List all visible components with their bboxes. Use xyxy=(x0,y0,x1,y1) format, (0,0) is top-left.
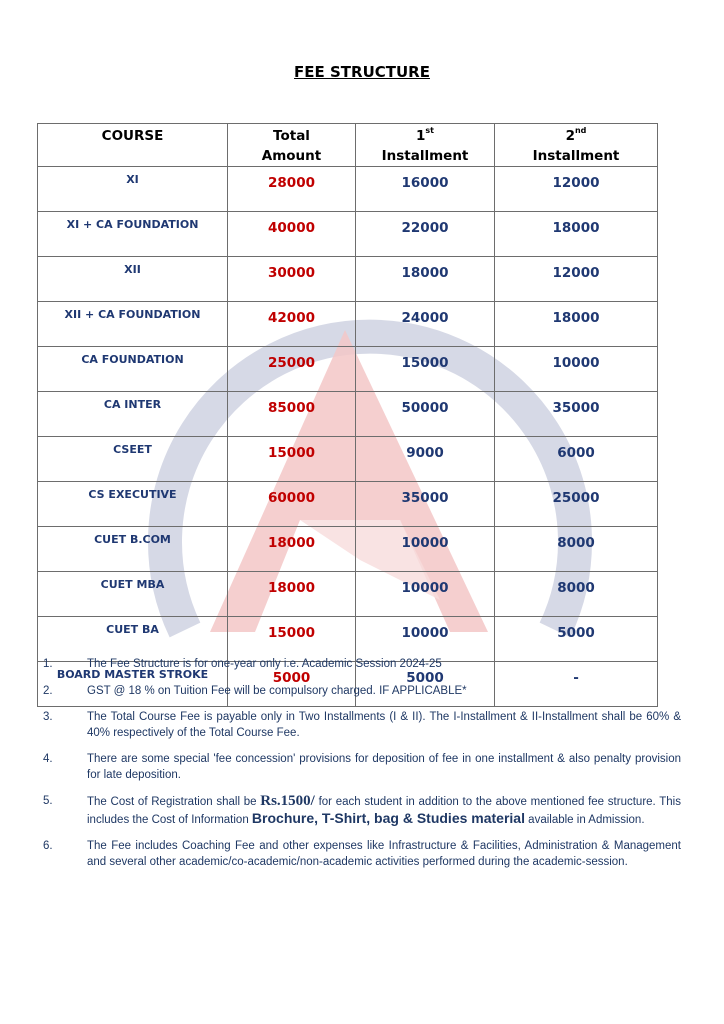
second-installment-cell: 12000 xyxy=(495,257,658,302)
table-row xyxy=(38,527,658,572)
note-text xyxy=(87,794,681,828)
course-cell: CUET B.COM xyxy=(38,527,228,572)
second-installment-cell: 10000 xyxy=(495,347,658,392)
table-row xyxy=(38,617,658,662)
note-item xyxy=(43,684,681,700)
note-item xyxy=(43,710,681,741)
second-installment-cell: 6000 xyxy=(495,437,658,482)
table-row xyxy=(38,482,658,527)
registration-amount: Rs.1500/ xyxy=(260,793,315,809)
course-cell: XI xyxy=(38,167,228,212)
total-cell: 60000 xyxy=(228,482,356,527)
total-cell: 42000 xyxy=(228,302,356,347)
note-text: The Fee Structure is for one-year only i.e. Academic Session 2024-25 xyxy=(87,658,442,670)
first-installment-cell: 50000 xyxy=(356,392,495,437)
course-cell: CUET MBA xyxy=(38,572,228,617)
note-number: 5. xyxy=(43,795,53,807)
total-cell: 30000 xyxy=(228,257,356,302)
total-cell: 18000 xyxy=(228,572,356,617)
table-row xyxy=(38,392,658,437)
second-installment-cell: - xyxy=(495,662,658,707)
total-cell: 25000 xyxy=(228,347,356,392)
total-cell: 18000 xyxy=(228,527,356,572)
course-cell: CA FOUNDATION xyxy=(38,347,228,392)
course-cell: CUET BA xyxy=(38,617,228,662)
total-cell: 5000 xyxy=(228,662,356,707)
total-cell: 85000 xyxy=(228,392,356,437)
header-second-installment: 2nd Installment xyxy=(495,124,658,167)
second-installment-cell: 25000 xyxy=(495,482,658,527)
note-number: 1. xyxy=(43,658,53,670)
fee-table xyxy=(37,123,658,707)
table-row xyxy=(38,437,658,482)
note-item xyxy=(43,657,681,673)
note-number: 6. xyxy=(43,840,53,852)
page-title: FEE STRUCTURE xyxy=(294,63,430,81)
table-row xyxy=(38,167,658,212)
header-course: COURSE xyxy=(38,124,228,167)
table-row xyxy=(38,572,658,617)
second-installment-cell: 5000 xyxy=(495,617,658,662)
course-cell: BOARD MASTER STROKE xyxy=(38,662,228,707)
first-installment-cell: 10000 xyxy=(356,617,495,662)
first-installment-cell: 15000 xyxy=(356,347,495,392)
course-cell: XII + CA FOUNDATION xyxy=(38,302,228,347)
total-cell: 15000 xyxy=(228,437,356,482)
table-row xyxy=(38,347,658,392)
first-installment-cell: 5000 xyxy=(356,662,495,707)
course-cell: XII xyxy=(38,257,228,302)
note-item xyxy=(43,752,681,783)
first-installment-cell: 24000 xyxy=(356,302,495,347)
first-installment-cell: 10000 xyxy=(356,527,495,572)
second-installment-cell: 8000 xyxy=(495,527,658,572)
included-items: Brochure, T-Shirt, bag & Studies material xyxy=(251,809,525,826)
total-cell: 40000 xyxy=(228,212,356,257)
second-installment-cell: 35000 xyxy=(495,392,658,437)
header-first-installment: 1st Installment xyxy=(356,124,495,167)
second-installment-cell: 12000 xyxy=(495,167,658,212)
note-number: 2. xyxy=(43,684,53,697)
course-cell: CA INTER xyxy=(38,392,228,437)
course-cell: CSEET xyxy=(38,437,228,482)
first-installment-cell: 35000 xyxy=(356,482,495,527)
total-cell: 15000 xyxy=(228,617,356,662)
note-text: There are some special 'fee concession' provisions for deposition of fee in one installment & also penalty provision for late deposition. xyxy=(87,753,681,781)
table-row xyxy=(38,212,658,257)
note-text: The Fee includes Coaching Fee and other expenses like Infrastructure & Facilities, Administration & Management and several other academic/co-academic/non-academic activities performed during the academic-session. xyxy=(87,840,681,868)
note-item xyxy=(43,794,681,828)
first-installment-cell: 9000 xyxy=(356,437,495,482)
total-cell: 28000 xyxy=(228,167,356,212)
course-cell: XI + CA FOUNDATION xyxy=(38,212,228,257)
first-installment-cell: 18000 xyxy=(356,257,495,302)
note-text-part: The Cost of Registration shall be xyxy=(87,796,261,808)
notes-list xyxy=(43,657,681,881)
course-cell: CS EXECUTIVE xyxy=(38,482,228,527)
first-installment-cell: 10000 xyxy=(356,572,495,617)
note-number: 3. xyxy=(43,711,53,723)
note-number: 4. xyxy=(43,753,53,765)
second-installment-cell: 8000 xyxy=(495,572,658,617)
table-header-row xyxy=(38,124,658,167)
note-text: GST @ 18 % on Tuition Fee will be compulsory charged. IF APPLICABLE* xyxy=(87,684,467,697)
second-installment-cell: 18000 xyxy=(495,302,658,347)
table-row xyxy=(38,257,658,302)
table-row xyxy=(38,302,658,347)
note-item xyxy=(43,839,681,870)
note-text-part: for each student in addition to the above mentioned fee structure. This includes the Cost of Information xyxy=(87,796,681,826)
header-total: Total Amount xyxy=(228,124,356,167)
second-installment-cell: 18000 xyxy=(495,212,658,257)
first-installment-cell: 16000 xyxy=(356,167,495,212)
note-text-part: available in Admission. xyxy=(524,813,645,826)
first-installment-cell: 22000 xyxy=(356,212,495,257)
note-text: The Total Course Fee is payable only in Two Installments (I & II). The I-Installment & II-Installment shall be 60% & 40% respectively of the Total Course Fee. xyxy=(87,711,681,739)
